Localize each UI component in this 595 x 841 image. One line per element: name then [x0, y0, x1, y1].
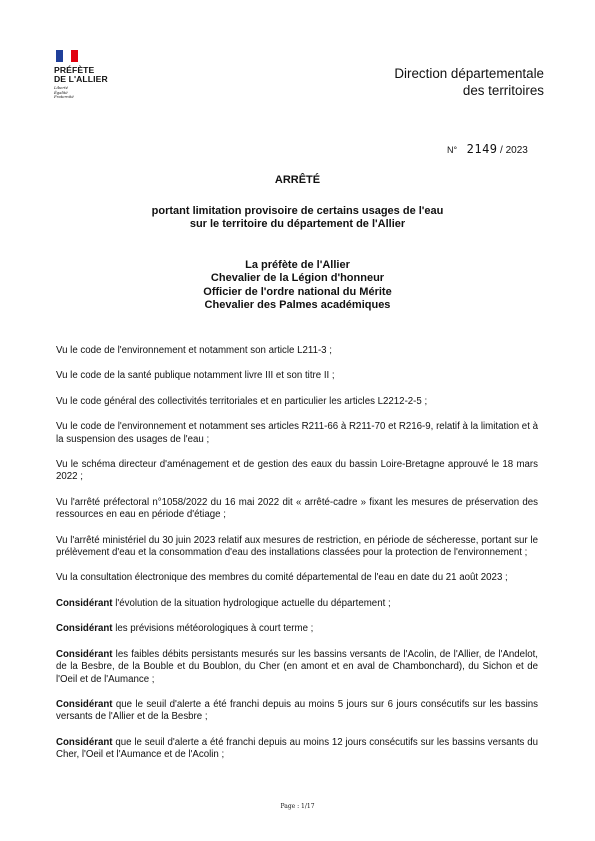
visa-paragraph: Vu le code de la santé publique notamment livre III et son titre II ; — [56, 370, 335, 382]
flag-stripe-blue — [56, 50, 63, 62]
republic-motto — [54, 86, 124, 100]
motto-fraternite: Fraternité — [54, 94, 74, 100]
prefecture-name-line1: PRÉFÈTE — [54, 65, 95, 75]
visa-paragraph: Vu la consultation électronique des membres du comité départemental de l'eau en date du 21 août 2023 ; — [56, 572, 508, 584]
motto-liberte: Liberté — [54, 85, 69, 90]
subject-line1: portant limitation provisoire de certains usages de l'eau — [151, 205, 444, 217]
document-body — [56, 345, 538, 775]
visa-paragraph: Vu l'arrêté ministériel du 30 juin 2023 relatif aux mesures de restriction, en période de sécheresse, portant sur le prélèvement d'eau et la consommation d'eau des installations classées pour la protection de l'environnement ; — [56, 534, 538, 559]
flag-stripe-red — [71, 50, 78, 62]
issuing-direction — [394, 65, 544, 99]
authority-line: Chevalier de la Légion d'honneur — [210, 272, 385, 285]
authority-line: La préfète de l'Allier — [245, 259, 350, 271]
page-footer: Page : 1/17 — [280, 803, 315, 810]
considerant-paragraph: Considérant les prévisions météorologiques à court terme ; — [56, 623, 314, 635]
considerant-paragraph: Considérant que le seuil d'alerte a été franchi depuis au moins 12 jours consécutifs sur les bassins versants du Cher, l'Oeil et l'Aumance et de l'Acolin ; — [56, 736, 538, 761]
decree-number-value: 2149 — [466, 142, 498, 156]
motto-egalite: Égalité — [54, 89, 68, 95]
marianne-flag-icon — [56, 50, 78, 62]
decree-number — [447, 142, 528, 156]
decree-number-label: N° — [447, 145, 458, 155]
visa-paragraph: Vu le code de l'environnement et notamment son article L211-3 ; — [56, 345, 332, 356]
visa-paragraph: Vu le schéma directeur d'aménagement et de gestion des eaux du bassin Loire-Bretagne approuvé le 18 mars 2022 ; — [56, 459, 538, 483]
subject-line2: sur le territoire du département de l'Allier — [189, 218, 406, 230]
visa-paragraph: Vu le code général des collectivités territoriales et en particulier les articles L2212-2-5 ; — [56, 395, 428, 407]
prefecture-name-line2: DE L'ALLIER — [54, 74, 108, 84]
direction-line2: des territoires — [462, 83, 544, 98]
authority-line: Officier de l'ordre national du Mérite — [203, 285, 392, 298]
considerant-paragraph: Considérant que le seuil d'alerte a été franchi depuis au moins 5 jours sur 6 jours consécutifs sur les bassins versants de l'Allier et de la Besbre ; — [56, 698, 538, 723]
prefecture-logo — [54, 50, 124, 100]
flag-stripe-white — [63, 50, 70, 62]
decree-number-year: / 2023 — [500, 145, 528, 156]
document-title: ARRÊTÉ — [274, 174, 321, 186]
visa-paragraph: Vu le code de l'environnement et notamment ses articles R211-66 à R211-70 et R216-9, relatif à la limitation et à la suspension des usages de l'eau ; — [56, 421, 538, 445]
authority-block — [0, 259, 595, 313]
authority-line: Chevalier des Palmes académiques — [204, 299, 391, 312]
direction-line1: Direction départementale — [394, 66, 544, 81]
considerant-paragraph: Considérant l'évolution de la situation hydrologique actuelle du département ; — [56, 597, 391, 609]
considerant-paragraph: Considérant les faibles débits persistants mesurés sur les bassins versants de l'Acolin, de l'Allier, de l'Andelot, de la Besbre, de la Bouble et du Boublon, du Cher (en amont et en aval de Chambonchard), du Sichon et de l'Oeil et de l'Aumance ; — [56, 648, 538, 685]
document-subject — [0, 205, 595, 231]
visa-paragraph: Vu l'arrêté préfectoral n°1058/2022 du 16 mai 2022 dit « arrêté-cadre » fixant les mesures de préservation des ressources en eau en période d'étiage ; — [56, 496, 538, 521]
